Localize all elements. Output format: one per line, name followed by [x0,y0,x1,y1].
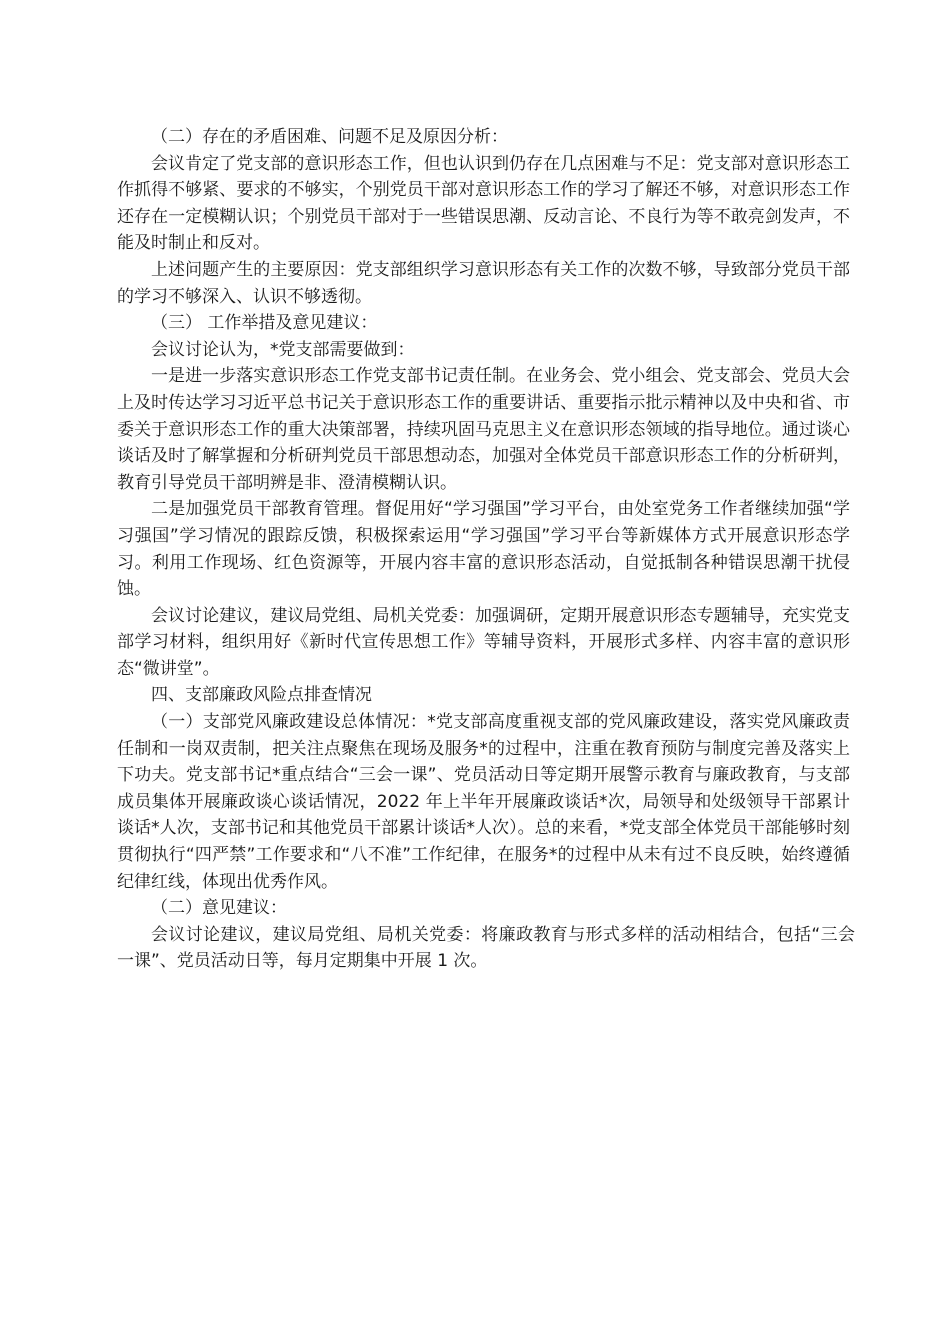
paragraph-measure-two: 二是加强党员干部教育管理。督促用好“学习强国”学习平台，由处室党务工作者继续加强“学习强国”学习情况的跟踪反馈，积极探索运用“学习强国”学习平台等新媒体方式开展意识形态学习。利用工作现场、红色资源等，开展内容丰富的意识形态活动，自觉抵制各种错误思潮干扰侵蚀。 [117,499,850,600]
paragraph-discussion-intro: 会议讨论认为，*党支部需要做到： [151,339,415,360]
paragraph-difficulties: 会议肯定了党支部的意识形态工作，但也认识到仍存在几点困难与不足：党支部对意识形态工作抓得不够紧、要求的不够实，个别党员干部对意识形态工作的学习了解还不够，对意识形态工作还存在一定模糊认识；个别党员干部对于一些错误思潮、反动言论、不良行为等不敢亮剑发声，不能及时制止和反对。 [117,153,850,254]
section-heading-suggestions: （二）意见建议： [151,898,287,919]
paragraph-suggestion-integrity: 会议讨论建议，建议局党组、局机关党委：将廉政教育与形式多样的活动相结合，包括“三会一课”、党员活动日等，每月定期集中开展 1 次。 [117,924,855,972]
paragraph-integrity-overview: （一）支部党风廉政建设总体情况：*党支部高度重视支部的党风廉政建设，落实党风廉政责任制和一岗双责制，把关注点聚焦在现场及服务*的过程中，注重在教育预防与制度完善及落实上下功夫。党支部书记*重点结合“三会一课”、党员活动日等定期开展警示教育与廉政教育，与支部成员集体开展廉政谈心谈话情况，2022 年上半年开展廉政谈话*次，局领导和处级领导干部累计谈话*人次，支部书记和其他党员干部累计谈话*人次）。总的来看，*党支部全体党员干部能够时刻贯彻执行“四严禁”工作要求和“八不准”工作纪律，在服务*的过程中从未有过不良反映，始终遵循纪律红线，体现出优秀作风。 [117,712,850,892]
section-heading-measures: （三） 工作举措及意见建议： [151,313,378,334]
paragraph-causes: 上述问题产生的主要原因：党支部组织学习意识形态有关工作的次数不够，导致部分党员干部的学习不够深入、认识不够透彻。 [117,259,850,307]
document-page [117,124,855,975]
section-heading-integrity: 四、支部廉政风险点排查情况 [151,685,372,706]
section-heading-problems: （二）存在的矛盾困难、问题不足及原因分析： [151,127,508,147]
paragraph-suggestion-ideology: 会议讨论建议，建议局党组、局机关党委：加强调研，定期开展意识形态专题辅导，充实党支部学习材料，组织用好《新时代宣传思想工作》等辅导资料，开展形式多样、内容丰富的意识形态“微讲堂”。 [117,605,850,679]
paragraph-measure-one: 一是进一步落实意识形态工作党支部书记责任制。在业务会、党小组会、党支部会、党员大会上及时传达学习习近平总书记关于意识形态工作的重要讲话、重要指示批示精神以及中央和省、市委关于意识形态工作的重大决策部署，持续巩固马克思主义在意识形态领域的指导地位。通过谈心谈话及时了解掌握和分析研判党员干部思想动态，加强对全体党员干部意识形态工作的分析研判，教育引导党员干部明辨是非、澄清模糊认识。 [117,366,850,493]
